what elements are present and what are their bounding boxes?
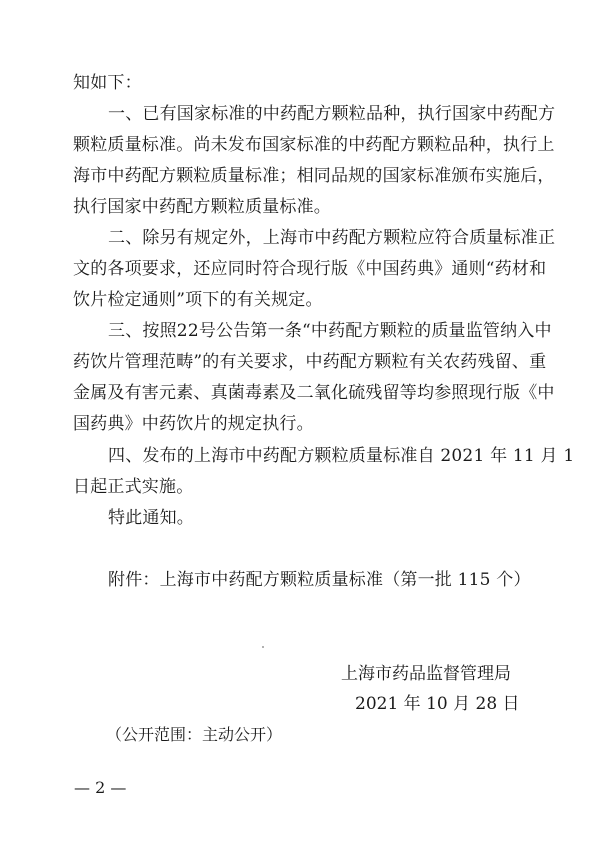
- text-line: 知如下：: [73, 73, 142, 93]
- text-line: 文的各项要求，还应同时符合现行版《中国药典》通则“药材和: [73, 259, 547, 279]
- text-line: 四、发布的上海市中药配方颗粒质量标准自 2021 年 11 月 1: [108, 446, 575, 466]
- text-line: 国药典》中药饮片的规定执行。: [73, 414, 314, 434]
- text-line: 三、按照22号公告第一条“中药配方颗粒的质量监管纳入中: [108, 321, 552, 341]
- page-number: — 2 —: [74, 778, 127, 797]
- text-line: 饮片检定通则”项下的有关规定。: [73, 290, 323, 310]
- text-line: 海市中药配方颗粒质量标准；相同品规的国家标准颁布实施后，: [73, 166, 555, 186]
- signature-date: 2021 年 10 月 28 日: [355, 694, 520, 714]
- text-line: 执行国家中药配方颗粒质量标准。: [73, 197, 331, 217]
- text-line: 特此通知。: [108, 508, 194, 528]
- attachment-line: 附件：上海市中药配方颗粒质量标准（第一批 115 个）: [108, 570, 531, 590]
- text-line: 日起正式实施。: [73, 477, 194, 497]
- text-line: 金属及有害元素、真菌毒素及二氧化硫残留等均参照现行版《中: [73, 383, 555, 403]
- text-line: 二、除另有规定外，上海市中药配方颗粒应符合质量标准正: [108, 228, 556, 248]
- disclosure-scope: （公开范围：主动公开）: [106, 725, 283, 744]
- text-line: 药饮片管理范畴”的有关要求，中药配方颗粒有关农药残留、重: [73, 352, 547, 372]
- signature-organization: 上海市药品监督管理局: [341, 664, 511, 684]
- text-line: 一、已有国家标准的中药配方颗粒品种，执行国家中药配方: [108, 104, 556, 124]
- scan-speck: [262, 646, 264, 648]
- text-line: 颗粒质量标准。尚未发布国家标准的中药配方颗粒品种，执行上: [73, 135, 555, 155]
